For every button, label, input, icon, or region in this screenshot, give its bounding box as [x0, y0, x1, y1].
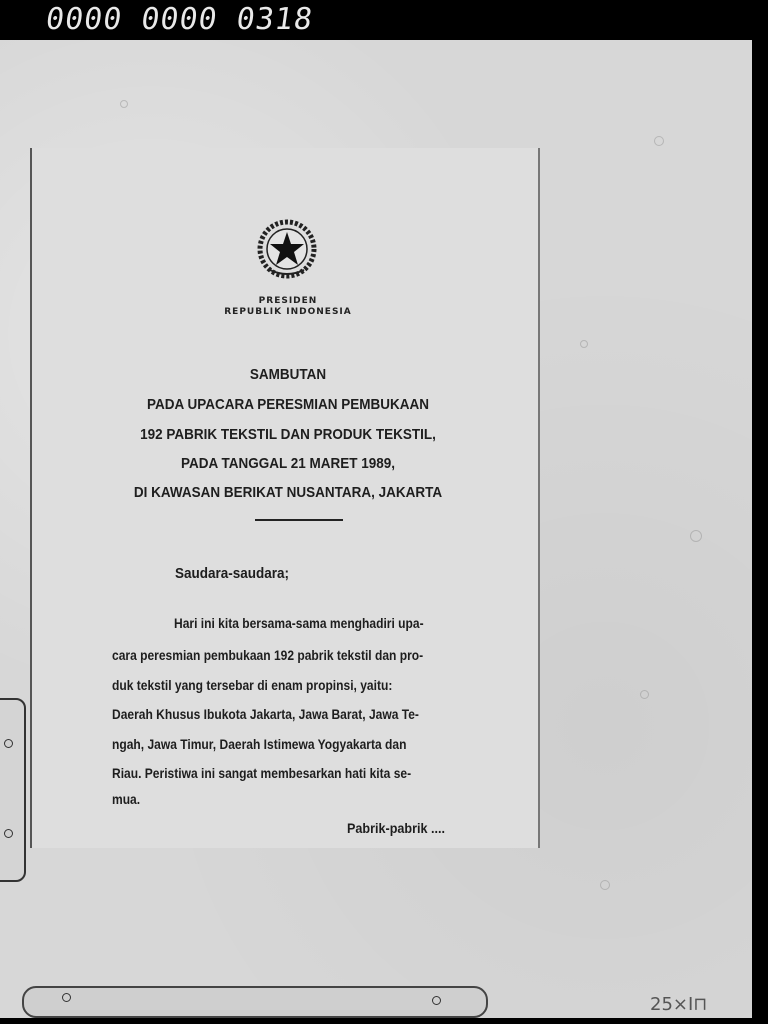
film-speck: [580, 340, 588, 348]
title-line: PADA TANGGAL 21 MARET 1989,: [180, 455, 396, 472]
body-line: Riau. Peristiwa ini sangat membesarkan hati kita se-: [112, 765, 412, 781]
star-wreath-emblem-icon: [256, 218, 318, 280]
body-line: Hari ini kita bersama-sama menghadiri upa-: [174, 615, 424, 631]
reduction-ratio-mark: 25×I⊓: [650, 994, 708, 1015]
title-line: 192 PABRIK TEKSTIL DAN PRODUK TEKSTIL,: [140, 426, 436, 443]
film-edge: [752, 40, 768, 1024]
title-line: PADA UPACARA PERESMIAN PEMBUKAAN: [146, 396, 430, 413]
film-speck: [600, 880, 610, 890]
title-divider: [255, 519, 343, 521]
body-line: ngah, Jawa Timur, Daerah Istimewa Yogyakarta dan: [112, 736, 407, 752]
body-line: Daerah Khusus Ibukota Jakarta, Jawa Barat, Jawa Te-: [112, 706, 419, 722]
letterhead-line-republik: REPUBLIK INDONESIA: [224, 307, 352, 317]
film-bottom-strip: [22, 986, 488, 1018]
title-line: SAMBUTAN: [249, 366, 327, 383]
punch-hole: [4, 739, 13, 748]
letterhead-line-presiden: PRESIDEN: [258, 296, 318, 306]
body-line: duk tekstil yang tersebar di enam propinsi, yaitu:: [112, 677, 393, 693]
punch-hole: [62, 993, 71, 1002]
body-line: cara peresmian pembukaan 192 pabrik tekstil dan pro-: [112, 647, 424, 663]
body-line: mua.: [112, 791, 141, 807]
film-speck: [654, 136, 664, 146]
continuation-catchword: Pabrik-pabrik ....: [347, 820, 446, 836]
frame-number: 0000 0000 0318: [43, 2, 316, 37]
salutation: Saudara-saudara;: [175, 565, 290, 582]
title-line: DI KAWASAN BERIKAT NUSANTARA, JAKARTA: [133, 484, 443, 501]
punch-hole: [432, 996, 441, 1005]
film-side-tab: [0, 698, 26, 882]
punch-hole: [4, 829, 13, 838]
film-speck: [120, 100, 128, 108]
film-speck: [690, 530, 702, 542]
film-speck: [640, 690, 649, 699]
film-header: [0, 0, 768, 40]
film-edge: [0, 1018, 768, 1024]
